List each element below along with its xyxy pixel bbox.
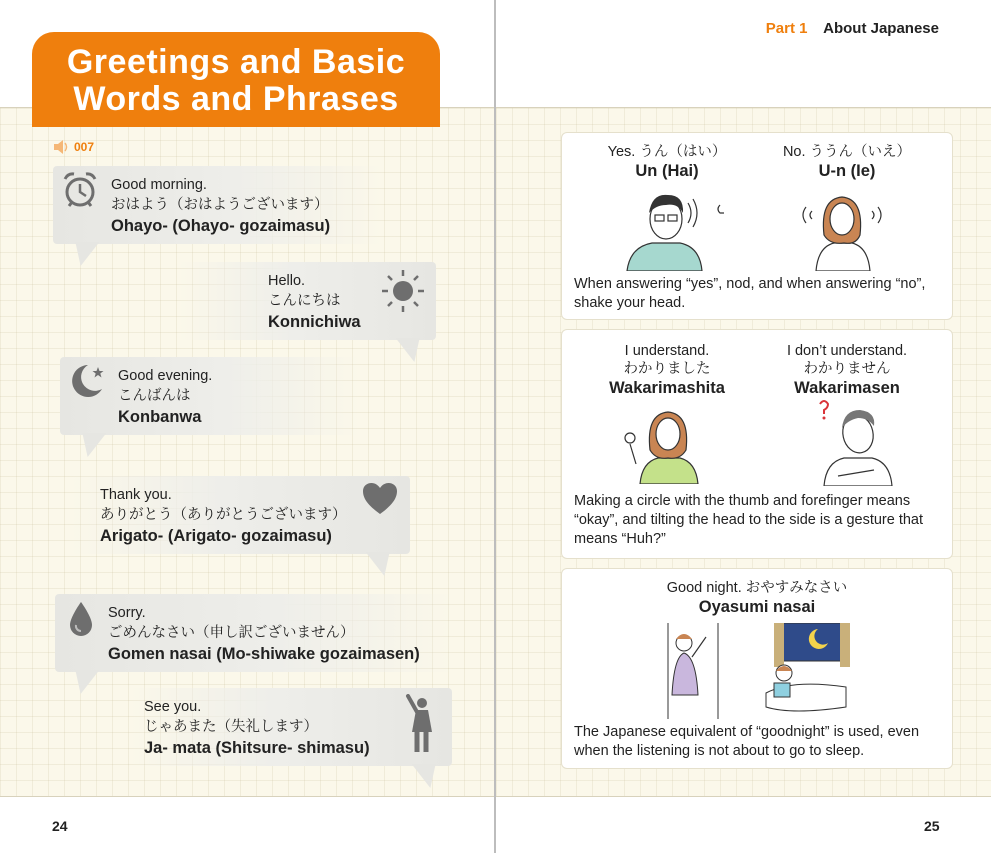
phrase-romaji: Konnichiwa [268,313,361,331]
understand-column [582,342,752,399]
phrase-english: Good morning. [111,177,207,193]
gesture-english: No. ううん（いえ） [782,144,912,160]
gesture-caption: The Japanese equivalent of “goodnight” is used, even when the listening is not about to go to sleep. [574,724,920,759]
okay-sign-woman-illustration [622,404,712,484]
dont-understand-column [762,342,932,399]
moon-star-icon [68,361,108,401]
no-column [762,143,932,182]
audio-track-marker[interactable] [52,138,94,156]
title-line-2: Words and Phrases [73,80,399,118]
gesture-panel-yes-no [561,132,953,320]
gesture-japanese: わかりました [623,361,711,377]
page-number-right: 25 [924,818,940,834]
page-title [32,32,440,127]
phrase-romaji: Arigato- (Arigato- gozaimasu) [100,527,332,545]
phrase-bubble-sorry [55,594,455,672]
book-spine [494,0,496,853]
phrase-japanese: ごめんなさい（申し訳ございません） [108,625,355,641]
phrase-bubble-good-evening [60,357,360,435]
phrase-japanese: こんにちは [268,293,341,309]
head-shaking-woman-illustration [794,185,894,271]
phrase-romaji: Ohayo- (Ohayo- gozaimasu) [111,217,331,235]
phrase-romaji: Konbanwa [118,408,202,426]
phrase-english: See you. [144,699,202,715]
sun-icon [380,268,426,314]
phrase-bubble-hello [178,262,436,340]
bedtime-scene-illustration [662,623,854,719]
gesture-english: I understand. [624,343,710,359]
gesture-romaji: Wakarimasen [794,379,900,397]
title-line-1: Greetings and Basic [66,43,406,81]
good-night-column [582,579,932,618]
section-title: About Japanese [823,20,939,37]
part-label: Part 1 [765,20,808,37]
heart-icon [362,482,398,516]
nodding-man-illustration [622,185,732,271]
phrase-bubble-see-you [130,688,452,766]
phrase-romaji: Gomen nasai (Mo-shiwake gozaimasen) [108,645,420,663]
alarm-clock-icon [61,170,99,210]
gesture-panel-good-night [561,568,953,769]
audio-track-number: 007 [74,140,95,154]
waving-person-icon [404,694,438,756]
phrase-japanese: じゃあまた（失礼します） [144,719,318,735]
phrase-english: Good evening. [118,368,213,384]
gesture-english: I don’t understand. [786,343,908,359]
phrase-bubble-thank-you [70,476,410,554]
gesture-romaji: U-n (Ie) [818,162,876,180]
gesture-romaji: Oyasumi nasai [698,598,816,616]
phrase-english: Sorry. [108,605,146,621]
gesture-japanese: わかりません [803,361,891,377]
phrase-japanese: おはよう（おはようございます） [111,197,329,213]
phrase-bubble-good-morning [53,166,383,244]
phrase-english: Hello. [268,273,306,289]
speaker-icon [52,138,72,156]
yes-column [582,143,752,182]
gesture-panel-understand [561,329,953,559]
gesture-romaji: Un (Hai) [635,162,699,180]
page-number-left: 24 [52,818,68,834]
gesture-caption: Making a circle with the thumb and forefinger means “okay”, and tilting the head to the side is a gesture that means “Huh?” [574,493,924,547]
gesture-romaji: Wakarimashita [609,379,725,397]
gesture-caption: When answering “yes”, nod, and when answering “no”, shake your head. [574,276,926,311]
phrase-japanese: こんばんは [118,388,191,404]
phrase-japanese: ありがとう（ありがとうございます） [100,507,347,523]
head-tilting-man-illustration [814,400,904,486]
gesture-english: Good night. おやすみなさい [666,580,848,596]
phrase-romaji: Ja- mata (Shitsure- shimasu) [144,739,370,757]
teardrop-icon [67,600,95,638]
phrase-english: Thank you. [100,487,172,503]
gesture-english: Yes. うん（はい） [607,144,727,160]
running-header [766,20,939,37]
